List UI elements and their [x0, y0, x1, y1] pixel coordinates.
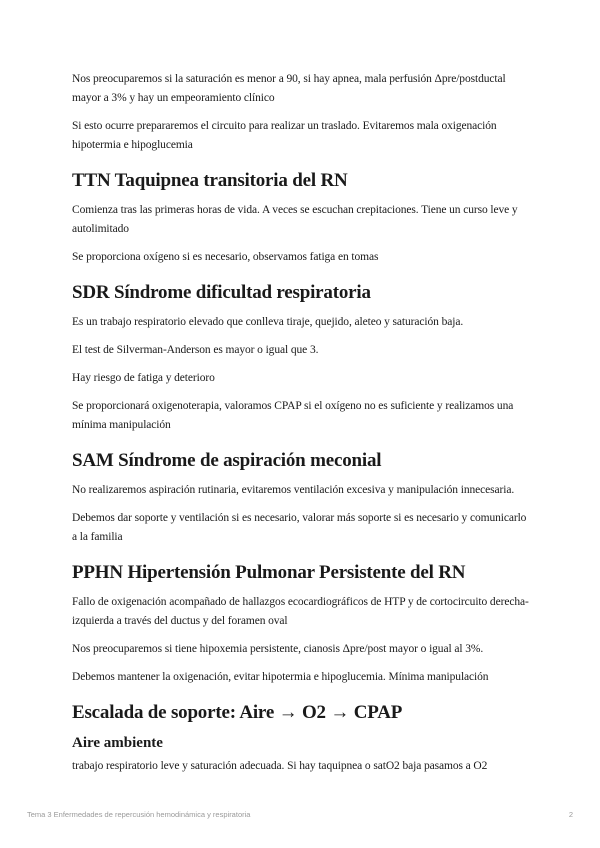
- page-number: 2: [568, 810, 573, 819]
- pphn-heading: PPHN Hipertensión Pulmonar Persistente del RN: [72, 562, 466, 583]
- pphn-paragraph-2: Nos preocuparemos si tiene hipoxemia persistente, cianosis Δpre/post mayor o igual al 3%.: [72, 643, 484, 655]
- aire-ambiente-subheading: Aire ambiente: [72, 735, 163, 751]
- sdr-heading: SDR Síndrome dificultad respiratoria: [72, 282, 371, 303]
- sam-heading: SAM Síndrome de aspiración meconial: [72, 450, 382, 471]
- sam-paragraph-1: No realizaremos aspiración rutinaria, evitaremos ventilación excesiva y manipulación innecesaria.: [72, 484, 515, 496]
- ttn-paragraph-2: Se proporciona oxígeno si es necesario, observamos fatiga en tomas: [72, 251, 379, 263]
- ttn-heading: TTN Taquipnea transitoria del RN: [72, 170, 348, 191]
- sdr-paragraph-3: Hay riesgo de fatiga y deterioro: [72, 372, 215, 384]
- pphn-paragraph-1: Fallo de oxigenación acompañado de hallazgos ecocardiográficos de HTP y de cortocircuito derecha-izquierda a través del ductus y del foramen oval: [72, 596, 529, 627]
- intro-paragraph-2: Si esto ocurre prepararemos el circuito para realizar un traslado. Evitaremos mala oxigenación hipotermia e hipoglucemia: [72, 120, 497, 151]
- aire-ambiente-paragraph: trabajo respiratorio leve y saturación adecuada. Si hay taquipnea o satO2 baja pasamos a O2: [72, 760, 488, 772]
- sdr-paragraph-4: Se proporcionará oxigenoterapia, valoramos CPAP si el oxígeno no es suficiente y realizamos una mínima manipulación: [72, 400, 514, 431]
- ttn-paragraph-1: Comienza tras las primeras horas de vida. A veces se escuchan crepitaciones. Tiene un curso leve y autolimitado: [72, 204, 518, 235]
- document-page: [72, 70, 532, 785]
- pphn-paragraph-3: Debemos mantener la oxigenación, evitar hipotermia e hipoglucemia. Mínima manipulación: [72, 671, 489, 683]
- escalada-heading: Escalada de soporte: Aire → O2 → CPAP: [72, 702, 403, 723]
- intro-paragraph-1: Nos preocuparemos si la saturación es menor a 90, si hay apnea, mala perfusión Δpre/postductal mayor a 3% y hay un empeoramiento clínico: [72, 73, 506, 104]
- page-footer: [27, 810, 573, 819]
- sdr-paragraph-2: El test de Silverman-Anderson es mayor o igual que 3.: [72, 344, 319, 356]
- sdr-paragraph-1: Es un trabajo respiratorio elevado que conlleva tiraje, quejido, aleteo y saturación baja.: [72, 316, 464, 328]
- footer-title: Tema 3 Enfermedades de repercusión hemodinámica y respiratoria: [27, 810, 251, 819]
- sam-paragraph-2: Debemos dar soporte y ventilación si es necesario, valorar más soporte si es necesario y comunicarlo a la familia: [72, 512, 527, 543]
